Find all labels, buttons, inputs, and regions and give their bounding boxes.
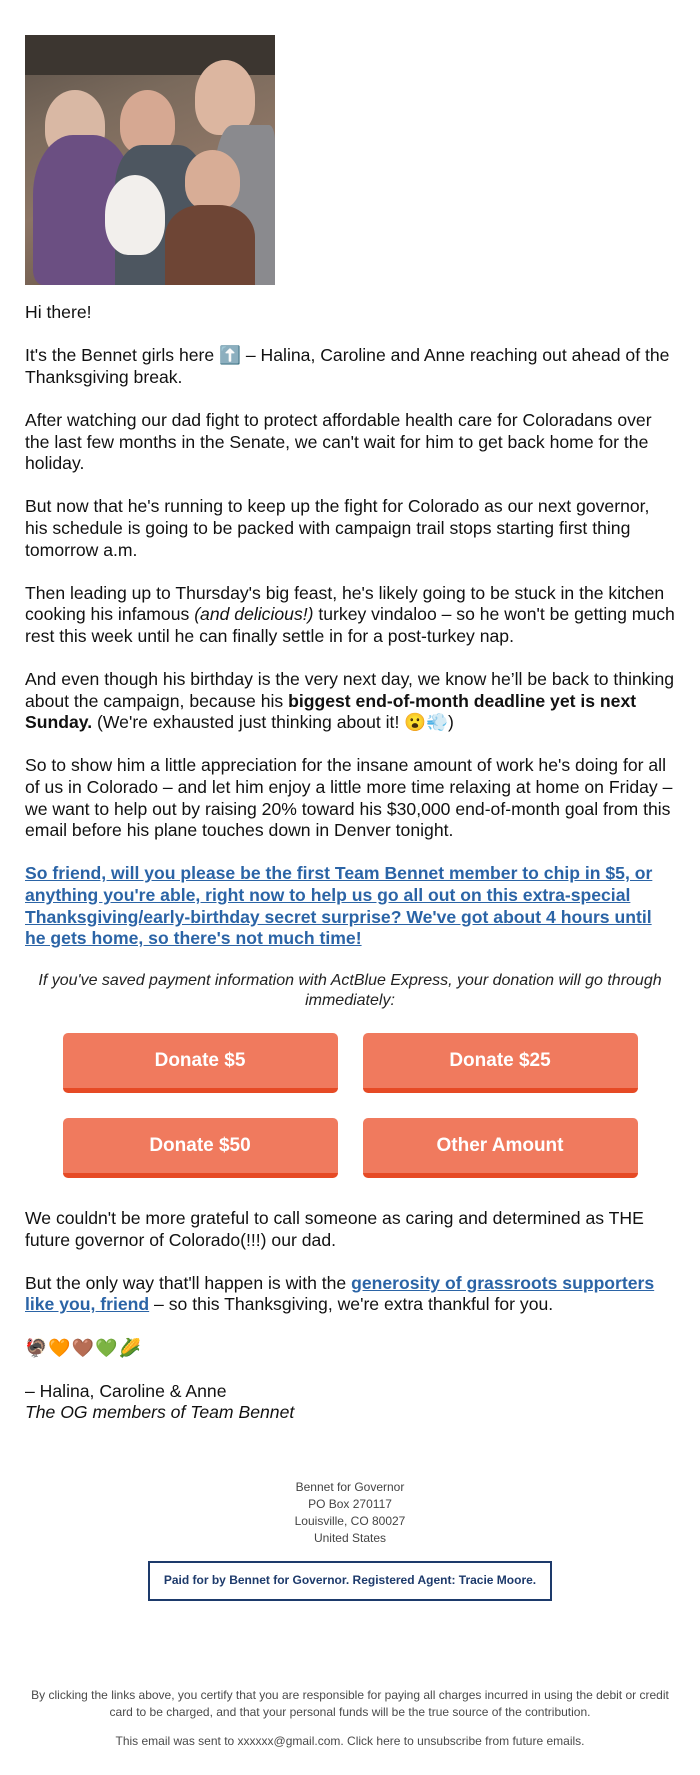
grassroots-donate-link[interactable]: generosity of grassroots supporters like you, friend xyxy=(25,1272,655,1315)
photo-person-right-face xyxy=(195,60,255,135)
exhausted-face-icon: 😮💨 xyxy=(404,712,449,733)
org-name: Bennet for Governor xyxy=(295,1479,405,1494)
signature: – Halina, Caroline & Anne xyxy=(25,1380,227,1401)
greeting: Hi there! xyxy=(25,302,92,322)
photo-person-center-face xyxy=(185,150,240,210)
paragraph-thanksgiving: Then leading up to Thursday's big feast, he's likely going to be stuck in the kitchen cooking his infamous (and delicious!) turkey vindaloo – so he won't be getting much rest this week until he can finally settle in for a post-turkey nap. xyxy=(25,582,675,646)
po-box: PO Box 270117 xyxy=(308,1496,392,1511)
legal-footer xyxy=(25,1687,675,1750)
paragraph-goal: So to show him a little appreciation for the insane amount of work he's doing for all of us in Colorado – and let him enjoy a little more time relaxing at home on Friday – we want to help out by raising 20% toward his $30,000 end-of-month goal from this email before his plane touches down in Denver tonight. xyxy=(25,755,673,841)
paragraph-health-care: After watching our dad fight to protect affordable health care for Coloradans over the last few months in the Senate, we can't wait for him to get back home for the holiday. xyxy=(25,409,652,474)
cta-donate-link[interactable]: So friend, will you please be the first Team Bennet member to chip in $5, or anything you're able, right now to help us go all out on this extra-special Thanksgiving/early-birthday secret surprise? We've got about 4 hours until he gets home, so there's not much time! xyxy=(25,863,653,949)
paragraph-intro: It's the Bennet girls here ⬆️ – Halina, Caroline and Anne reaching out ahead of the Thanksgiving break. xyxy=(25,345,670,387)
footer-address xyxy=(25,1479,675,1601)
message-body xyxy=(25,302,675,1424)
legal-certification: By clicking the links above, you certify that you are responsible for paying all charges incurred in using the debit or credit card to be charged, and that your personal funds will be the true source of the contribution. xyxy=(31,1687,669,1719)
unsubscribe-link[interactable]: This email was sent to xxxxxx@gmail.com. Click here to unsubscribe from future emails. xyxy=(115,1733,585,1748)
donate-25-button[interactable]: Donate $25 xyxy=(363,1033,638,1093)
up-arrow-icon: ⬆️ xyxy=(219,345,241,366)
paragraph-grateful: We couldn't be more grateful to call someone as caring and determined as THE future governor of Colorado(!!!) our dad. xyxy=(25,1208,644,1250)
turkey-hearts-corn-icons: 🦃🧡🤎💚🌽 xyxy=(25,1337,143,1358)
signature-tagline: The OG members of Team Bennet xyxy=(25,1402,295,1423)
actblue-express-note: If you've saved payment information with ActBlue Express, your donation will go through immediately: xyxy=(38,972,662,1010)
paid-for-disclaimer: Paid for by Bennet for Governor. Registered Agent: Tracie Moore. xyxy=(148,1561,552,1601)
paragraph-deadline: And even though his birthday is the very next day, we know he’ll be back to thinking about the campaign, because his biggest end-of-month deadline yet is next Sunday. (We're exhausted just thinking about it! 😮💨) xyxy=(25,669,675,733)
photo-person-center-body xyxy=(165,205,255,285)
photo-dog xyxy=(105,175,165,255)
donate-other-amount-button[interactable]: Other Amount xyxy=(363,1118,638,1178)
donate-5-button[interactable]: Donate $5 xyxy=(63,1033,338,1093)
country: United States xyxy=(313,1530,387,1545)
donate-buttons xyxy=(25,1033,675,1178)
city-state-zip: Louisville, CO 80027 xyxy=(294,1513,406,1528)
paragraph-grassroots: But the only way that'll happen is with the generosity of grassroots supporters like you, friend – so this Thanksgiving, we're extra thankful for you. xyxy=(25,1272,655,1315)
donate-50-button[interactable]: Donate $50 xyxy=(63,1118,338,1178)
family-photo xyxy=(25,35,275,285)
paragraph-governor-run: But now that he's running to keep up the fight for Colorado as our next governor, his schedule is going to be packed with campaign trail stops starting first thing tomorrow a.m. xyxy=(25,496,650,560)
cta-paragraph xyxy=(25,863,675,949)
